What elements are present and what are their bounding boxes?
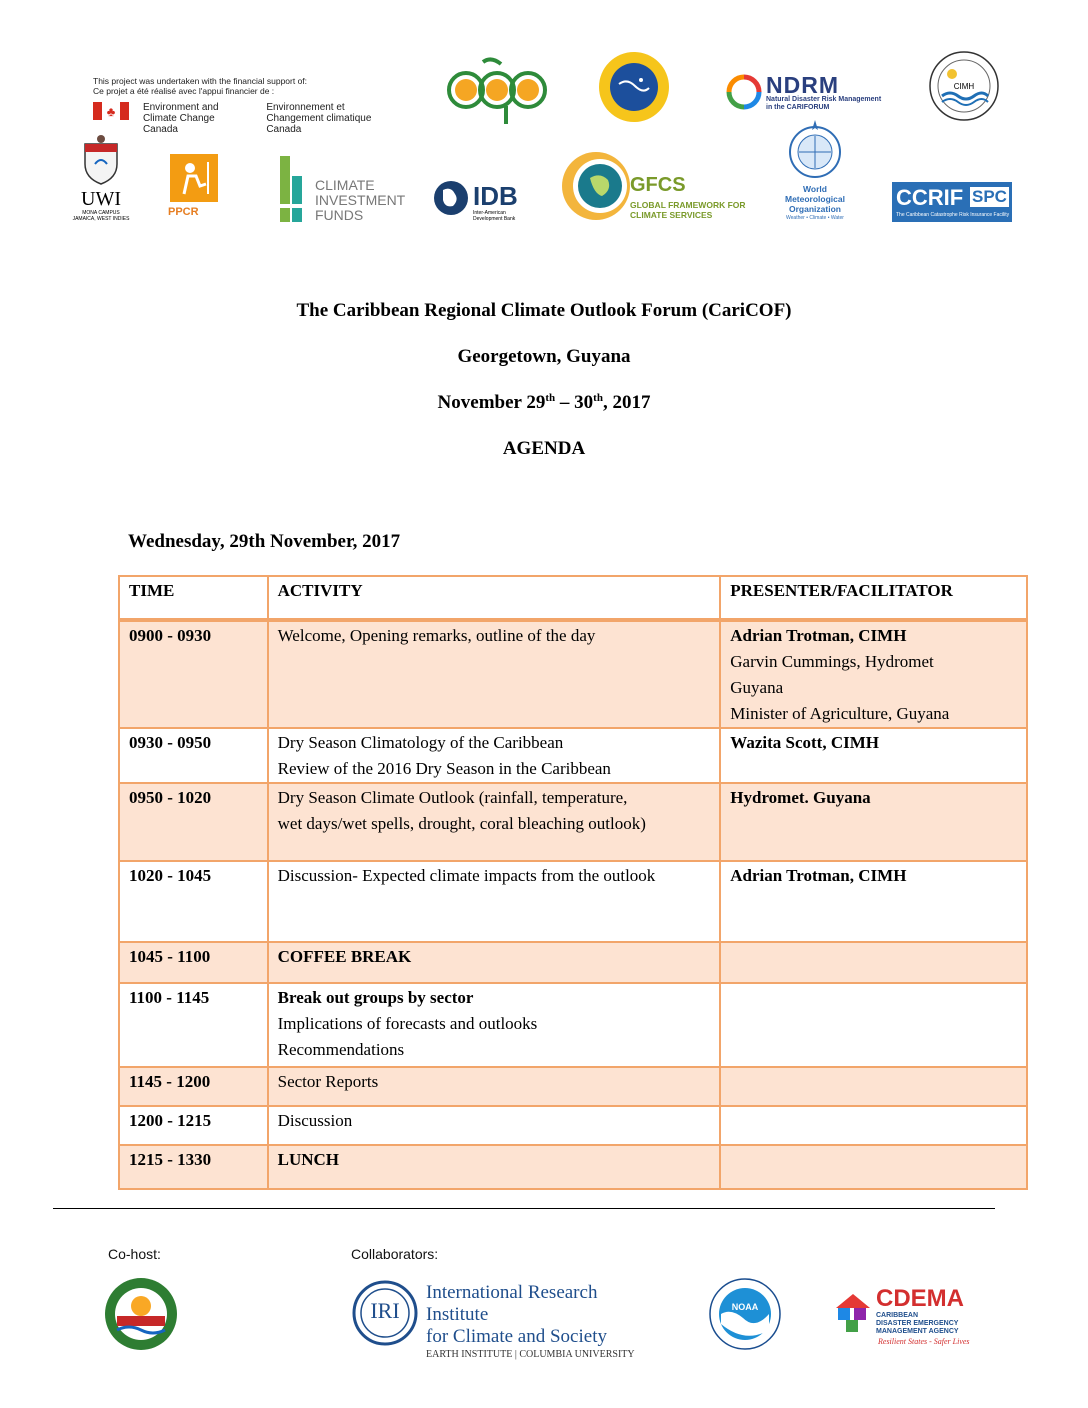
iri-mark: IRI [370,1298,400,1323]
activity-line: Recommendations [277,1040,405,1059]
agenda-title: AGENDA [502,438,586,459]
iri-logo [352,1278,664,1360]
idb-sub-1: Inter-American [473,210,506,216]
gfcs-sub-2: CLIMATE SERVICES [630,210,713,220]
presenter-name: Adrian Trotman, CIMH [730,866,907,885]
ccrif-spc: SPC [972,187,1007,206]
gfcs-logo [560,150,756,224]
eccc-name-en-2: Climate Change Canada [142,113,215,135]
table-row [119,983,1027,1067]
wmo-text-2: Meteorological [785,194,845,204]
gfcs-sub-1: GLOBAL FRAMEWORK FOR [630,200,746,210]
uwi-crest-icon [81,134,121,186]
cdema-sub-2: DISASTER EMERGENCY [876,1320,959,1327]
presenter-name: Hydromet. Guyana [730,788,871,807]
activity-line: Review of the 2016 Dry Season in the Caribbean [277,759,611,778]
day-heading: Wednesday, 29th November, 2017 [128,531,401,552]
uwi-sub-1: MONA CAMPUS [82,210,120,216]
canada-flag-icon: ♣ [93,102,129,120]
time-cell: 0930 - 0950 [119,728,268,783]
header-activity: ACTIVITY [268,576,721,620]
uwi-sub-2: JAMAICA, WEST INDIES [72,216,130,222]
activity-cell: Discussion [268,1106,721,1145]
time-cell: 1200 - 1215 [119,1106,268,1145]
cif-text-1: CLIMATE [315,177,375,193]
support-text-en: This project was undertaken with the financial support of: [93,76,308,86]
activity-cell [268,783,721,861]
activity-cell: LUNCH [268,1145,721,1189]
cdema-logo [832,1286,982,1348]
time-cell: 1045 - 1100 [119,942,268,983]
hydromet-guyana-logo [103,1276,179,1352]
idb-globe-icon [433,180,469,216]
support-text-fr: Ce projet a été réalisé avec l'appui financier de : [93,86,275,96]
cohost-label: Co-host: [108,1246,161,1262]
date-sup-b: th [593,392,603,404]
date-part-a: November 29 [437,392,546,413]
ndrm-subtitle-1: Natural Disaster Risk Management [766,96,882,103]
date-title [0,392,1088,414]
table-row [119,861,1027,942]
forum-title: The Caribbean Regional Climate Outlook Forum (CariCOF) [296,300,792,321]
activity-line: Discussion- Expected climate impacts from the outlook [277,866,656,885]
eccc-name-fr-1: Environnement et [266,102,345,113]
presenter-cell [720,1067,1027,1106]
footer-divider [53,1208,995,1209]
activity-line: Welcome, Opening remarks, outline of the day [277,626,596,645]
cdb-logo [597,50,671,124]
ccrif-title: CCRIF [896,185,964,210]
presenter-line: Guyana [730,678,784,697]
wmo-emblem-icon [785,118,845,180]
cdema-house-icon [832,1290,874,1334]
time-cell: 1145 - 1200 [119,1067,268,1106]
eccc-name-en-1: Environment and [142,102,219,113]
table-row [119,620,1027,728]
time-cell: 1020 - 1045 [119,861,268,942]
presenter-cell [720,728,1027,783]
table-row [119,728,1027,783]
activity-cell [268,728,721,783]
header-time: TIME [119,576,268,620]
idb-title: IDB [473,181,518,211]
ppcr-title: PPCR [168,206,199,218]
presenter-line: Minister of Agriculture, Guyana [730,704,950,723]
time-cell: 0900 - 0930 [119,620,268,728]
activity-line: wet days/wet spells, drought, coral bleaching outlook) [277,814,646,833]
activity-line: Implications of forecasts and outlooks [277,1014,538,1033]
time-cell: 0950 - 1020 [119,783,268,861]
wmo-text-1: World [803,184,827,194]
eccc-logo [93,102,423,135]
noaa-logo [706,1278,784,1350]
table-row [119,1106,1027,1145]
wmo-text-3: Organization [789,204,841,214]
ccrif-sub: The Caribbean Catastrophe Risk Insurance Facility [896,212,1010,218]
cimh-logo [928,50,1000,122]
presenter-name: Adrian Trotman, CIMH [730,626,907,645]
ppcr-farmer-icon [170,154,218,202]
table-header-row [119,576,1027,620]
iri-name-1: International Research Institute [426,1282,598,1325]
cif-logo [278,156,408,222]
cdema-title: CDEMA [876,1285,964,1312]
presenter-cell [720,783,1027,861]
ndrm-title: NDRM [766,72,839,98]
header-presenter: PRESENTER/FACILITATOR [720,576,1027,620]
presenter-name: Wazita Scott, CIMH [730,733,879,752]
date-sup-a: th [545,392,556,404]
presenter-cell [720,861,1027,942]
activity-line: Dry Season Climate Outlook (rainfall, temperature, [277,788,628,807]
idb-sub-2: Development Bank [473,216,516,222]
activity-line: Dry Season Climatology of the Caribbean [277,733,564,752]
gfcs-title: GFCS [630,174,686,196]
cif-text-2: INVESTMENT [315,192,406,208]
activity-cell: Sector Reports [268,1067,721,1106]
ndrm-ring-icon [726,74,762,110]
time-cell: 1215 - 1330 [119,1145,268,1189]
collaborators-label: Collaborators: [351,1246,439,1262]
uwi-title: UWI [81,188,121,210]
presenter-cell [720,1145,1027,1189]
idb-logo [433,180,529,226]
table-row [119,1145,1027,1189]
eccc-name-fr-2: Changement climatique Canada [266,113,372,135]
agenda-table [118,575,1028,1190]
activity-cell [268,983,721,1067]
cif-mark-icon [278,156,308,222]
presenter-cell [720,983,1027,1067]
cif-text-3: FUNDS [315,207,364,223]
time-cell: 1100 - 1145 [119,983,268,1067]
presenter-line: Garvin Cummings, Hydromet [730,652,934,671]
uwi-logo [64,134,138,226]
presenter-cell [720,620,1027,728]
ppcr-logo [168,154,228,222]
ndrm-subtitle-2: in the CARIFORUM [766,104,830,111]
iri-name-3: EARTH INSTITUTE | COLUMBIA UNIVERSITY [426,1349,635,1360]
wmo-logo [778,118,852,226]
activity-cell: COFFEE BREAK [268,942,721,983]
cdema-sub-3: MANAGEMENT AGENCY [876,1328,959,1335]
ccrif-logo [892,182,1012,222]
noaa-label: NOAA [731,1302,759,1312]
activity-cell [268,620,721,728]
acp-logo [446,54,548,126]
ndrm-logo [726,72,886,114]
activity-title: Break out groups by sector [277,988,474,1007]
gfcs-globe-icon [560,150,632,222]
cimh-label: CIMH [953,82,975,91]
funding-support-block [93,76,423,135]
table-row [119,942,1027,983]
iri-name-2: for Climate and Society [426,1326,607,1347]
presenter-cell [720,1106,1027,1145]
cdema-sub-1: CARIBBEAN [876,1312,918,1319]
location-title: Georgetown, Guyana [457,346,631,367]
wmo-text-4: Weather • Climate • Water [786,215,844,221]
date-part-c: , 2017 [602,392,651,413]
table-row [119,1067,1027,1106]
date-part-b: – 30 [555,392,594,413]
table-row [119,783,1027,861]
presenter-cell [720,942,1027,983]
cdema-tagline: Resilient States - Safer Lives [878,1337,970,1346]
activity-cell [268,861,721,942]
